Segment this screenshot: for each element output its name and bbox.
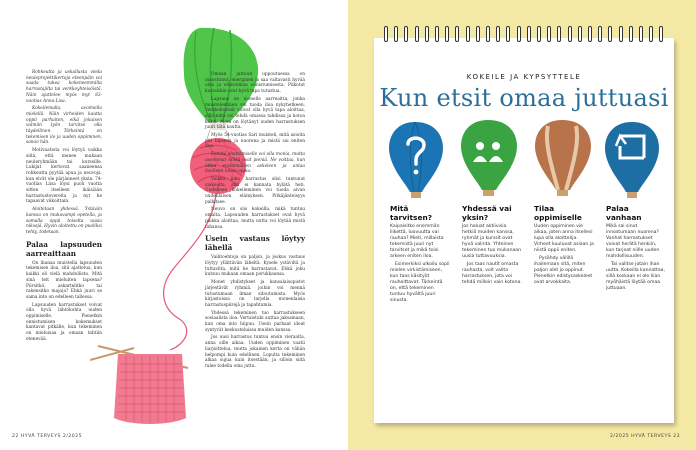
tip-paragraph: Esimerkiksi ulkoilu sopii mielen virkistämiseen, kun taas käsityöt rauhoittavat. Tärkeintä on, että tekeminen tuntuu hyvältä juuri sinusta. [390, 261, 450, 303]
spiral-ring [506, 26, 510, 42]
spiral-ring [608, 26, 612, 42]
tip-paragraph: Uuden oppiminen vie aikaa, joten anna itsellesi lupa olla aloittelija. Virheet kuuluvat asiaan ja niistä oppii eniten. [534, 224, 594, 253]
spiral-ring [486, 26, 490, 42]
body-paragraph: Vaihtoehtoja on paljon, ja joskus vastaus löytyy yllättävän läheltä. Kysele ystäviltä ja tuttavilta, mitä he harrastavat. Ehkä joku kutsuu mukaan omaan porukkaansa. [205, 255, 305, 278]
spiral-ring [639, 26, 643, 42]
spiral-ring [649, 26, 653, 42]
tip-body [462, 224, 522, 286]
text-column-2 [205, 72, 305, 372]
body-paragraph: Neuvo on siis kokeilla, mikä tuntuu omalta. Lapsuuden harrastukset ovat hyvä paikka aloittaa, mutta uutta voi löytää mistä tahansa. [205, 207, 305, 230]
spiral-ring [568, 26, 572, 42]
body-paragraph: Esteitä aloittamiselle voi olla monia, mutta useimmat niistä ovat pieniä. Ne voittaa, kun ottaa ensimmäisen askeleen ja antaa itselleen luvan oppia. [205, 152, 305, 175]
body-paragraph: Myös 54-vuotias Sari muisteli, mitä asioita piti lapsena ja nuorena ja mistä sai eniten iloa. [205, 133, 305, 150]
body-paragraph: On ihanaa muistella lapsuuden tekemisen iloa, sitä ajattelua, kun kaikki oli vielä mahdollista. Mitä sinä teit mieluiten lapsena? Piirsitkö, askartelitko tai rakensitko majoja? Ehkä juuri se sama into on edelleen tallessa. [26, 260, 102, 300]
page-footer-left: 22 HYVÄ TERVEYS 2/2025 [12, 434, 83, 439]
spiral-ring [445, 26, 449, 42]
spiral-ring [435, 26, 439, 42]
spiral-ring [384, 26, 388, 42]
body-paragraph: Rohkeutta ja uskallusta vieda neuleprojektikertoja eteenpäin voi saada tukea kokeneemmilta harrastajilta tai verkkoyhteisöistä. Näin ajattelee myös myt 83-vuotias Anna-Lisa. [26, 70, 102, 104]
tip-body [390, 224, 450, 303]
kicker: KOKEILE JA KYPSYTTELE [466, 73, 582, 81]
section-heading-2: Usein vastaus löytyy lähellä [205, 234, 305, 253]
spiral-ring [404, 26, 408, 42]
spiral-ring [496, 26, 500, 42]
page-title: Kun etsit omaa juttuasi [379, 84, 669, 112]
people-balloon-icon [461, 120, 517, 196]
spiral-ring [415, 26, 419, 42]
body-paragraph: Yhdessä tekeminen tuo harrastukseen sosiaalista iloa. Vertaistuki auttaa jaksamaan, kun oma into hiipuu. Usein parhaat ideat syntyvät keskusteluissa muiden kanssa. [205, 310, 305, 333]
balloons-illustration [380, 118, 670, 208]
tip-paragraph: Tai valitse jotain ihan uutta. Kokeilla kannattaa, sillä koskaan ei ole liian myöhäistä löytää omaa juttuaan. [606, 261, 665, 291]
spiral-ring [629, 26, 633, 42]
page-footer-right: 2/2025 HYVÄ TERVEYS 23 [610, 434, 681, 439]
section-heading-1: Palaa lapsuuden aarreaittaan [26, 239, 102, 258]
striped-balloon-icon [535, 120, 591, 196]
spiral-ring [537, 26, 541, 42]
body-paragraph: Monet yhdistykset ja kansalaisopistot järjestävät ryhmiä, joihin voi mennä tutustumaan ilman sitoutumista. Myös kirjastoissa on tarjolla monenlaisia harrastuspiirejä ja tapahtumia. [205, 280, 305, 308]
body-paragraph: Aloitetaan yhdessä. Ystävän kanssa on mukavampi opetella, ja samalla oppii toiselta uusia niksejä. Hyvin aloitettu on puoliksi tehty, todetaan. [26, 207, 102, 235]
question-balloon-icon [389, 122, 443, 198]
tip-box [606, 205, 666, 294]
tip-box [534, 205, 594, 288]
spiral-ring [466, 26, 470, 42]
spiral-ring [659, 26, 663, 42]
tip-heading: Palaa vanhaan [606, 204, 642, 222]
text-column-1 [26, 70, 102, 345]
tip-heading: Yhdessä vai yksin? [462, 204, 512, 222]
spiral-ring [517, 26, 521, 42]
tip-paragraph: Jos haluat aktiivisia hetkiä muiden kanssa, ryhmät ja kurssit ovat hyvä valinta. Yhteinen tekeminen tuo mukanaan uusia tuttavuuksia. [462, 224, 522, 259]
spiral-ring [619, 26, 623, 42]
body-paragraph: Omaan juttuun uppoutuessa on innostunut, energinen ja saa valtavasti hyvää oloa ja elinvoimaa onnistumisesta. Pilkotut kurssitkin ovat hyvä tapa tutustua. [205, 72, 305, 95]
tip-box [390, 205, 450, 306]
tip-paragraph: Kaipaisitko enemmän liikettä, luovuutta vai rauhaa? Mieti, millaista tekemistä juuri nyt tarvitset ja mikä toisi arkeen eniten iloa. [390, 224, 444, 259]
body-paragraph: Kokeilemalla, avoimella mielellä. Näin virheiden kautta oppii parhaiten, eikä jokaisen valmiin työn tarvitse olla täydellinen. Tärkeintä on tekemisen ilo ja uuden oppiminen, sanoo hän. [26, 106, 102, 146]
tip-box [462, 205, 522, 288]
body-paragraph: Lapsuuden harrastukset voivat olla hyvä lähtökohta uuden oppimiselle. Pienetkin onnistumisen kokemukset kantavat pitkälle, kun tekeminen on mieluisaa ja omaan tahtiin etenevää. [26, 302, 102, 342]
spiral-ring [527, 26, 531, 42]
body-paragraph: Jos uusi harrastus tuntuu ensin vieraalta, anna sille aikaa. Uuden oppiminen vaatii harjoittelua, mutta jokainen kerta on vähän helpompi kuin edellinen. Lopulta tekeminen alkaa sujua kuin itsestään, ja silloin siitä tulee todella oma juttu. [205, 335, 305, 369]
spiral-ring [578, 26, 582, 42]
spiral-ring [455, 26, 459, 42]
tip-paragraph: Jos taas nautit omasta rauhasta, voit valita harrastuksen, jota voi tehdä milloin vain kotona. [462, 261, 522, 285]
body-paragraph: Vaikka joku harrastus olisi tuntunut vaikealta, sitä ei kannata hylätä heti. Uudelleen kokeileminen voi tuoda aivan uudenlaisen elämyksen. Pitkäjänteisyys palkitsee. [205, 176, 305, 205]
tip-body [534, 224, 594, 286]
spiral-ring [557, 26, 561, 42]
return-balloon-icon [605, 122, 659, 198]
tip-heading: Mitä tarvitsen? [390, 204, 433, 222]
spiral-ring [547, 26, 551, 42]
spiral-ring [588, 26, 592, 42]
tip-paragraph: Pysähdy välillä ihailemaan sitä, miten paljon olet jo oppinut. Pienetkin edistysaskeleet ovat arvokkaita. [534, 255, 593, 285]
spiral-ring [425, 26, 429, 42]
spiral-ring [476, 26, 480, 42]
body-paragraph: Motivaatiota voi löytyä vaikka siitä, että menee mukaan neuleryhmään tai kurssille. Lukijat kertovat saaneensa rohkeutta pyytää apua ja neuvoja, kun eivät ole pärjänneet yksin. 74-vuotias Liisa löysi puoli vuotta sitten itselleen ikäisiään harrastustovereita ja nyt he tapaavat viikoittain. [26, 148, 102, 205]
tip-heading: Tilaa oppimiselle [534, 204, 582, 222]
body-paragraph: Lapsuus on monelle aarreaitta, jonka muisteleminen voi tuoda iloa nykyhetkeen. Verkkokurssit voivat olla hyvä tapa aloittaa, sillä niitä voi tehdä omassa tahdissa ja kotoa käsin. Moni on löytänyt uuden harrastuksen juuri tätä kautta. [205, 96, 305, 131]
spiral-ring [598, 26, 602, 42]
knitting-icon [90, 346, 188, 424]
tip-body [606, 224, 666, 291]
spiral-ring [394, 26, 398, 42]
tip-paragraph: Mikä sai sinut innostumaan nuorena? Vanhat harrastukset voivat herätä henkiin, kun tarjoat niille uuden mahdollisuuden. [606, 224, 660, 259]
